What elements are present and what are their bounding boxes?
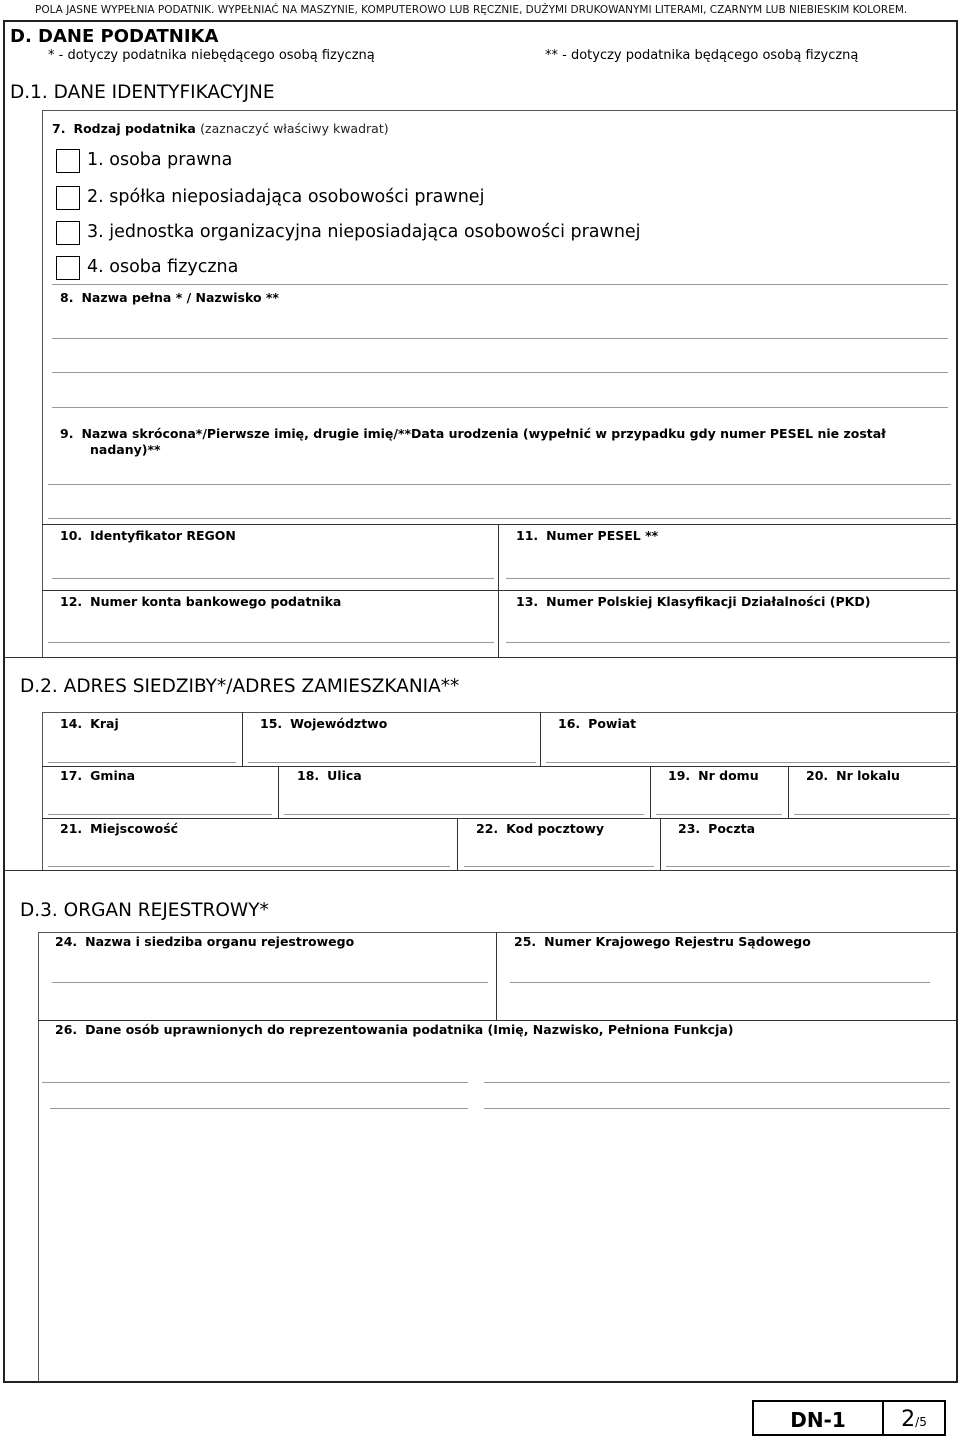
field-number: 11. — [516, 528, 539, 543]
fill-instructions: POLA JASNE WYPEŁNIA PODATNIK. WYPEŁNIAĆ NA MASZYNIE, KOMPUTEROWO LUB RĘCZNIE, DUŻYMI DRUKOWANYMI LITERAMI, CZARNYM LUB NIEBIESKIM KOLOREM. — [35, 4, 908, 16]
form-code-box — [752, 1400, 946, 1436]
field-label: Ulica — [327, 768, 362, 783]
note-non-natural-person: * - dotyczy podatnika niebędącego osobą fizyczną — [48, 48, 375, 63]
page-number — [884, 1402, 944, 1434]
field-hint: (zaznaczyć właściwy kwadrat) — [200, 121, 389, 136]
field-label: Numer Polskiej Klasyfikacji Działalności (PKD) — [546, 594, 871, 609]
field-8-input-line-3[interactable] — [52, 407, 948, 408]
field-7-label — [52, 121, 389, 136]
field-26-input-line-1-right[interactable] — [484, 1082, 950, 1083]
option-label-4: 4. osoba fizyczna — [87, 257, 239, 277]
divider — [42, 766, 958, 767]
field-number: 25. — [514, 934, 537, 949]
field-number: 9. — [60, 426, 74, 441]
divider — [498, 524, 499, 658]
field-number: 13. — [516, 594, 539, 609]
field-number: 24. — [55, 934, 78, 949]
option-label-3: 3. jednostka organizacyjna nieposiadająca osobowości prawnej — [87, 222, 641, 242]
field-number: 20. — [806, 768, 829, 783]
field-9-label-cont: nadany)** — [90, 442, 161, 457]
divider — [788, 766, 789, 818]
checkbox-option-2[interactable] — [56, 186, 80, 210]
field-17-input[interactable] — [48, 814, 272, 815]
field-number: 22. — [476, 821, 499, 836]
field-label: Numer PESEL ** — [546, 528, 659, 543]
divider — [42, 524, 958, 525]
field-22-input[interactable] — [464, 866, 654, 867]
field-23-label — [678, 821, 755, 836]
field-9-input-line-1[interactable] — [48, 484, 951, 485]
checkbox-option-3[interactable] — [56, 221, 80, 245]
field-25-input[interactable] — [510, 982, 930, 983]
field-26-label — [55, 1022, 734, 1037]
field-label: Kod pocztowy — [506, 821, 604, 836]
field-20-label — [806, 768, 900, 783]
field-number: 17. — [60, 768, 83, 783]
field-10-label — [60, 528, 236, 543]
field-14-label — [60, 716, 119, 731]
field-number: 26. — [55, 1022, 78, 1037]
field-13-label — [516, 594, 870, 609]
option-label-2: 2. spółka nieposiadająca osobowości prawnej — [87, 187, 485, 207]
field-number: 8. — [60, 290, 74, 305]
field-label: Poczta — [708, 821, 756, 836]
field-15-input[interactable] — [248, 762, 536, 763]
field-number: 16. — [558, 716, 581, 731]
divider — [242, 712, 243, 766]
field-label: Nazwa skrócona*/Pierwsze imię, drugie imię/**Data urodzenia (wypełnić w przypadku gdy numer PESEL nie został — [81, 426, 886, 441]
checkbox-option-1[interactable] — [56, 149, 80, 173]
field-label: Gmina — [90, 768, 136, 783]
d3-box — [38, 932, 958, 1382]
field-number: 21. — [60, 821, 83, 836]
field-21-input[interactable] — [48, 866, 450, 867]
field-13-input[interactable] — [506, 642, 950, 643]
field-label: Powiat — [588, 716, 637, 731]
field-16-label — [558, 716, 636, 731]
note-natural-person: ** - dotyczy podatnika będącego osobą fizyczną — [545, 48, 859, 63]
field-15-label — [260, 716, 387, 731]
field-24-input[interactable] — [52, 982, 488, 983]
field-11-label — [516, 528, 658, 543]
field-number: 7. — [52, 121, 66, 136]
field-11-input[interactable] — [506, 578, 950, 579]
field-19-label — [668, 768, 759, 783]
page-total: /5 — [915, 1415, 927, 1429]
divider — [650, 766, 651, 818]
page-current: 2 — [901, 1407, 916, 1432]
divider — [42, 590, 958, 591]
divider — [52, 284, 948, 285]
field-8-label — [60, 290, 279, 305]
field-12-input[interactable] — [48, 642, 494, 643]
field-26-input-line-1-left[interactable] — [42, 1082, 468, 1083]
divider — [38, 1020, 958, 1021]
field-label: Rodzaj podatnika — [73, 121, 196, 136]
field-label: Dane osób uprawnionych do reprezentowania podatnika (Imię, Nazwisko, Pełniona Funkcja) — [85, 1022, 734, 1037]
field-14-input[interactable] — [48, 762, 236, 763]
divider — [540, 712, 541, 766]
field-label: Województwo — [290, 716, 388, 731]
field-18-input[interactable] — [284, 814, 644, 815]
divider — [42, 818, 958, 819]
field-20-input[interactable] — [794, 814, 950, 815]
field-8-input-line-2[interactable] — [52, 372, 948, 373]
field-21-label — [60, 821, 178, 836]
field-8-input-line-1[interactable] — [52, 338, 948, 339]
divider — [278, 766, 279, 818]
field-number: 23. — [678, 821, 701, 836]
field-16-input[interactable] — [546, 762, 950, 763]
divider — [496, 932, 497, 1020]
option-label-1: 1. osoba prawna — [87, 150, 233, 170]
field-number: 12. — [60, 594, 83, 609]
field-number: 19. — [668, 768, 691, 783]
field-9-input-line-2[interactable] — [48, 518, 951, 519]
field-12-label — [60, 594, 341, 609]
divider — [4, 657, 957, 658]
checkbox-option-4[interactable] — [56, 256, 80, 280]
divider — [457, 818, 458, 870]
form-code: DN-1 — [790, 1408, 846, 1432]
subsection-title-d2: D.2. ADRES SIEDZIBY*/ADRES ZAMIESZKANIA** — [20, 676, 460, 697]
field-label: Nr lokalu — [836, 768, 900, 783]
divider — [4, 870, 957, 871]
field-number: 10. — [60, 528, 83, 543]
subsection-title-d1: D.1. DANE IDENTYFIKACYJNE — [10, 82, 275, 103]
field-number: 18. — [297, 768, 320, 783]
field-number: 14. — [60, 716, 83, 731]
field-23-input[interactable] — [666, 866, 950, 867]
field-25-label — [514, 934, 811, 949]
divider — [660, 818, 661, 870]
field-18-label — [297, 768, 362, 783]
field-label: Nazwa pełna * / Nazwisko ** — [81, 290, 279, 305]
subsection-title-d3: D.3. ORGAN REJESTROWY* — [20, 900, 269, 921]
field-26-input-line-2-right[interactable] — [484, 1108, 950, 1109]
d2-box — [42, 712, 958, 870]
field-label: Nazwa i siedziba organu rejestrowego — [85, 934, 355, 949]
field-22-label — [476, 821, 604, 836]
section-title: D. DANE PODATNIKA — [10, 26, 219, 47]
field-label: Nr domu — [698, 768, 759, 783]
field-26-input-line-2-left[interactable] — [50, 1108, 468, 1109]
field-19-input[interactable] — [656, 814, 782, 815]
field-label: Identyfikator REGON — [90, 528, 236, 543]
field-17-label — [60, 768, 135, 783]
field-24-label — [55, 934, 354, 949]
field-label: Miejscowość — [90, 821, 179, 836]
field-label: Kraj — [90, 716, 119, 731]
field-label: Numer konta bankowego podatnika — [90, 594, 342, 609]
field-number: 15. — [260, 716, 283, 731]
field-9-label — [60, 426, 886, 441]
field-label: Numer Krajowego Rejestru Sądowego — [544, 934, 811, 949]
field-10-input[interactable] — [52, 578, 494, 579]
